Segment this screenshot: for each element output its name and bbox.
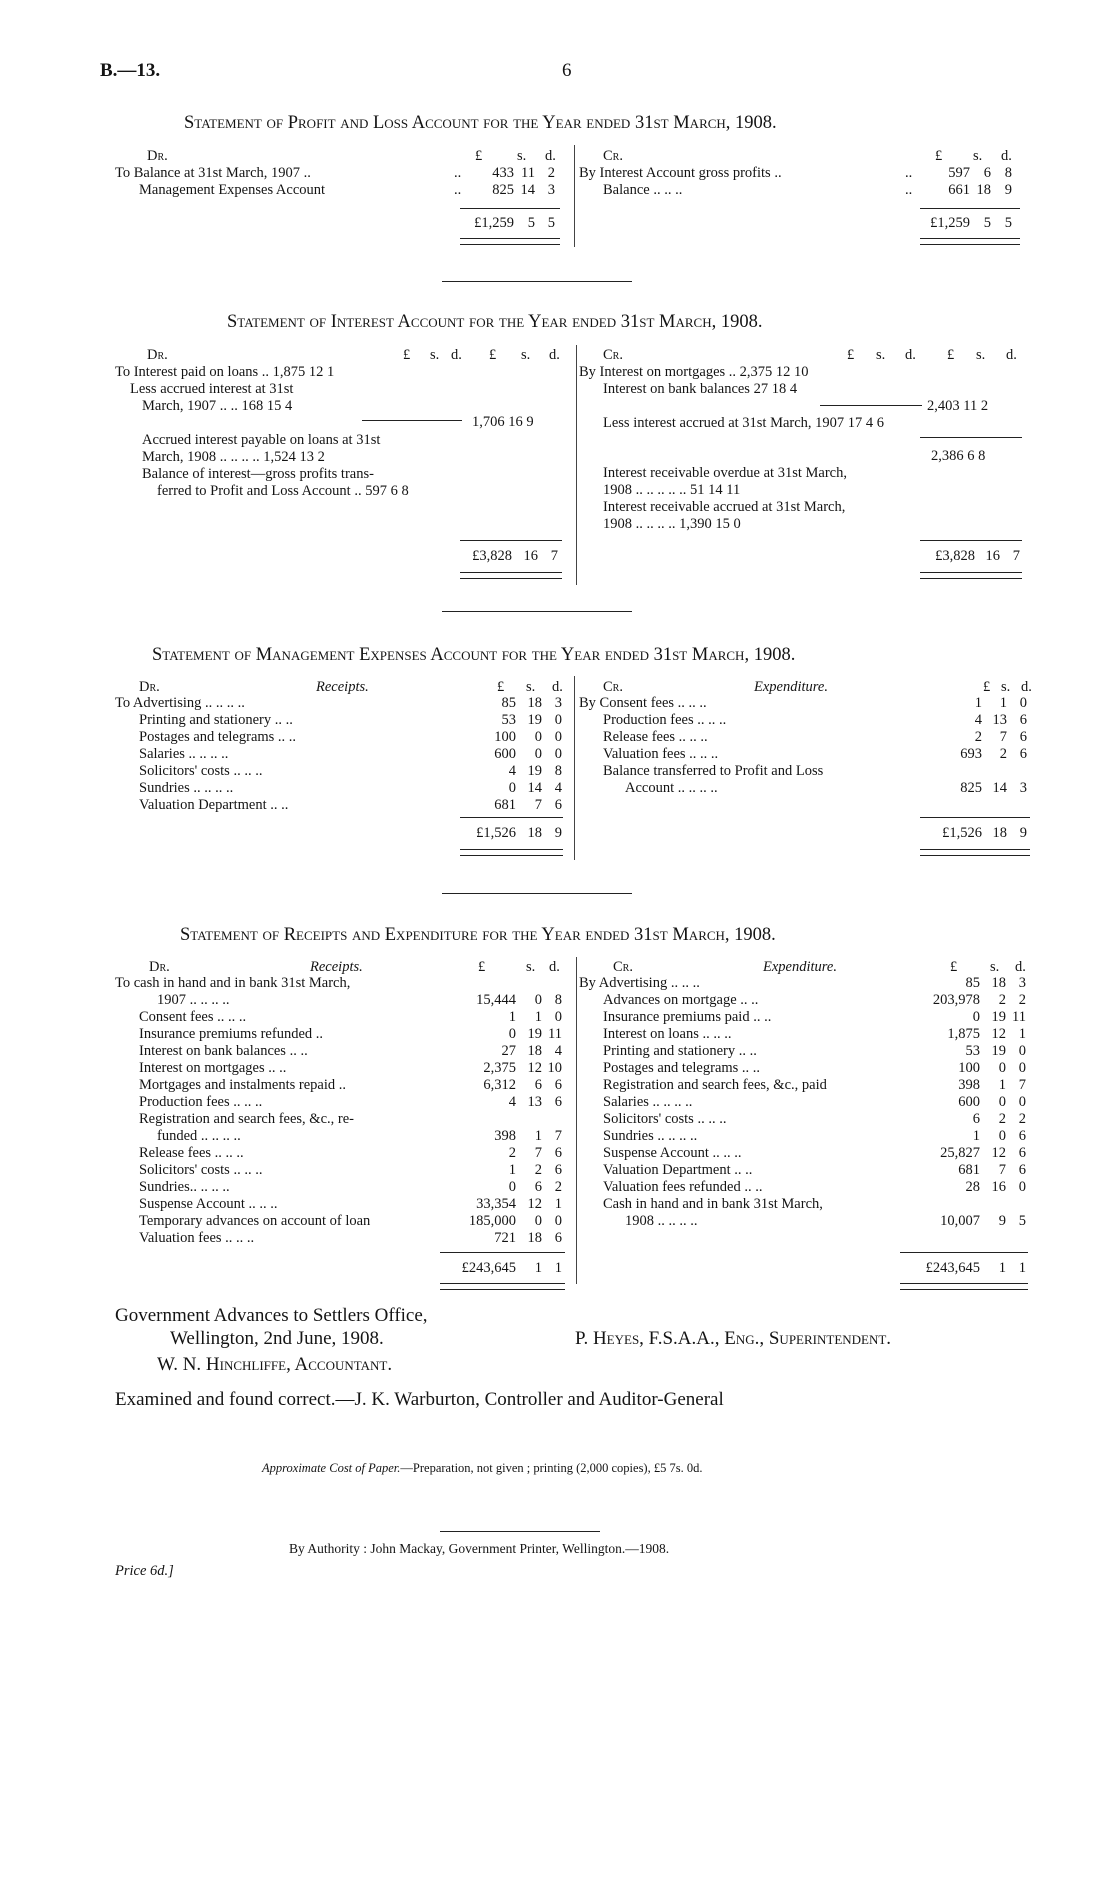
ia-dr-line: Balance of interest—gross profits trans- — [142, 466, 374, 482]
examined-statement: Examined and found correct.—J. K. Warburton, Controller and Auditor-General — [115, 1389, 724, 1410]
pl-cr-label: Cr. — [603, 148, 623, 164]
ia-cr-line: 2,403 11 2 — [927, 398, 989, 414]
ia-title: Statement of Interest Account for the Year ended 31st March, 1908. — [227, 312, 763, 332]
ia-dr-line: March, 1908 .. .. .. .. 1,524 13 2 — [142, 449, 325, 465]
ia-dr-line: Accrued interest payable on loans at 31st — [142, 432, 381, 448]
price: Price 6d.] — [115, 1563, 174, 1579]
pl-dr-col-s: s. — [517, 148, 527, 164]
office-line: Government Advances to Settlers Office, — [115, 1305, 428, 1326]
pl-dr-col-l: £ — [475, 148, 483, 164]
authority-line: By Authority : John Mackay, Government Printer, Wellington.—1908. — [289, 1541, 670, 1556]
accountant-signature: W. N. Hinchliffe, Accountant. — [157, 1354, 393, 1375]
ia-dr-label: Dr. — [147, 347, 168, 363]
pl-dr-col-d: d. — [545, 148, 556, 164]
ia-cr-line: By Interest on mortgages .. 2,375 12 10 — [579, 364, 809, 380]
pl-title: Statement of Profit and Loss Account for the Year ended 31st March, 1908. — [184, 113, 777, 133]
ia-dr-line: Less accrued interest at 31st — [130, 381, 294, 397]
cost-of-paper: Approximate Cost of Paper.—Preparation, not given ; printing (2,000 copies), £5 7s. 0d. — [262, 1461, 703, 1475]
pl-divider — [574, 145, 575, 247]
re-title: Statement of Receipts and Expenditure for the Year ended 31st March, 1908. — [180, 925, 776, 945]
page-ref: B.—13. — [100, 60, 161, 81]
me-divider — [574, 676, 575, 860]
ia-cr-line: 1908 .. .. .. .. 1,390 15 0 — [603, 516, 741, 532]
page-number: 6 — [562, 60, 572, 81]
ia-cr-line: Interest receivable accrued at 31st March, — [603, 499, 846, 515]
ia-dr-line: March, 1907 .. .. 168 15 4 — [142, 398, 293, 414]
ia-dr-line: ferred to Profit and Loss Account .. 597 6 8 — [157, 483, 409, 499]
ia-cr-line: 1908 .. .. .. .. .. 51 14 11 — [603, 482, 741, 498]
ia-cr-line: 2,386 6 8 — [931, 448, 986, 464]
me-title: Statement of Management Expenses Account for the Year ended 31st March, 1908. — [152, 645, 796, 665]
section-separator — [442, 893, 632, 894]
ia-cr-line: Less interest accrued at 31st March, 1907 17 4 6 — [603, 415, 885, 431]
ia-divider — [576, 345, 577, 585]
ia-dr-line: 1,706 16 9 — [472, 414, 534, 430]
re-divider — [576, 957, 577, 1284]
section-separator — [442, 611, 632, 612]
superintendent-signature: P. Heyes, F.S.A.A., Eng., Superintendent. — [575, 1328, 892, 1349]
ia-cr-label: Cr. — [603, 347, 623, 363]
ia-cr-line: Interest on bank balances 27 18 4 — [603, 381, 798, 397]
pl-dr-label: Dr. — [147, 148, 168, 164]
place-date: Wellington, 2nd June, 1908. — [170, 1328, 384, 1349]
ia-cr-line: Interest receivable overdue at 31st March, — [603, 465, 847, 481]
section-separator — [442, 281, 632, 282]
ia-dr-line: To Interest paid on loans .. 1,875 12 1 — [115, 364, 335, 380]
